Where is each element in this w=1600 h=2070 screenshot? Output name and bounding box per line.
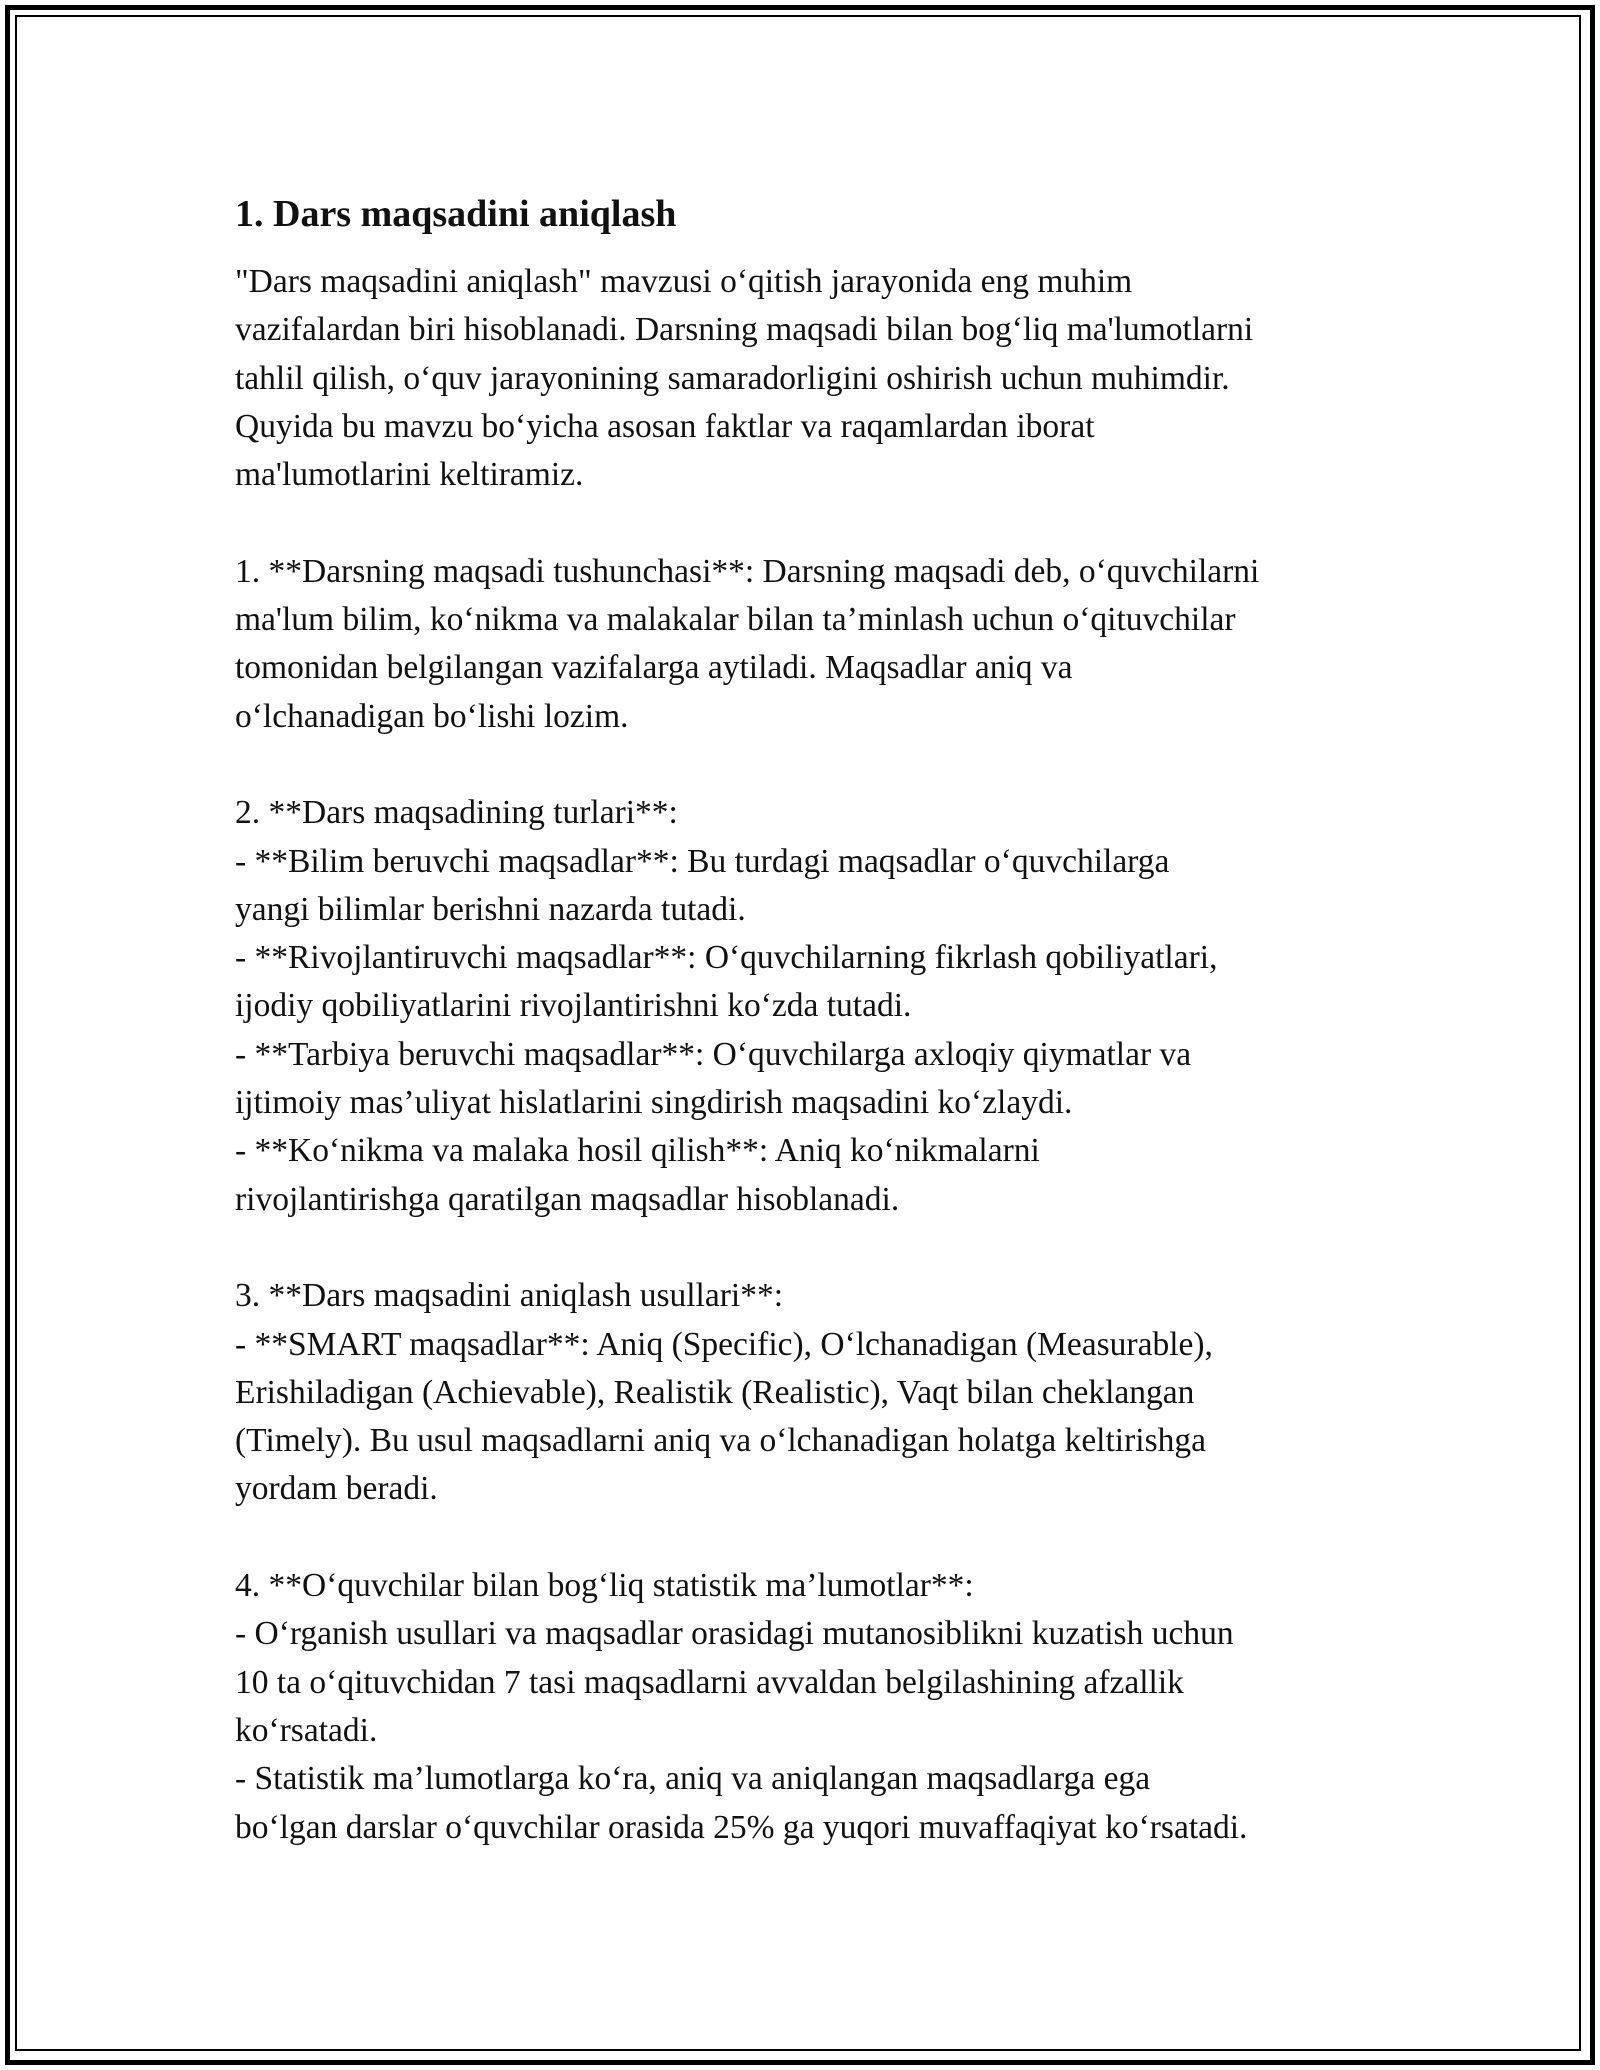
document-content [235,186,1415,1852]
document-body: "Dars maqsadini aniqlash" mavzusi o‘qitish jarayonida eng muhim vazifalardan biri hisoblanadi. Darsning maqsadi bilan bog‘liq ma'lumotlarni tahlil qilish, o‘quv jarayonining samaradorligini oshirish uchun muhimdir. Quyida bu mavzu bo‘yicha asosan faktlar va raqamlardan iborat ma'lumotlarini keltiramiz. 1. **Darsning maqsadi tushunchasi**: Darsning maqsadi deb, o‘quvchilarni ma'lum bilim, ko‘nikma va malakalar bilan ta’minlash uchun o‘qituvchilar tomonidan belgilangan vazifalarga aytiladi. Maqsadlar aniq va o‘lchanadigan bo‘lishi lozim. 2. **Dars maqsadining turlari**: - **Bilim beruvchi maqsadlar**: Bu turdagi maqsadlar o‘quvchilarga yangi bilimlar berishni nazarda tutadi. - **Rivojlantiruvchi maqsadlar**: O‘quvchilarning fikrlash qobiliyatlari, ijodiy qobiliyatlarini rivojlantirishni ko‘zda tutadi. - **Tarbiya beruvchi maqsadlar**: O‘quvchilarga axloqiy qiymatlar va ijtimoiy mas’uliyat hislatlarini singdirish maqsadini ko‘zlaydi. - **Ko‘nikma va malaka hosil qilish**: Aniq ko‘nikmalarni rivojlantirishga qaratilgan maqsadlar hisoblanadi. 3. **Dars maqsadini aniqlash usullari**: - **SMART maqsadlar**: Aniq (Specific), O‘lchanadigan (Measurable), Erishiladigan (Achievable), Realistik (Realistic), Vaqt bilan cheklangan (Timely). Bu usul maqsadlarni aniq va o‘lchanadigan holatga keltirishga yordam beradi. 4. **O‘quvchilar bilan bog‘liq statistik ma’lumotlar**: - O‘rganish usullari va maqsadlar orasidagi mutanosiblikni kuzatish uchun 10 ta o‘qituvchidan 7 tasi maqsadlarni avvaldan belgilashining afzallik ko‘rsatadi. - Statistik ma’lumotlarga ko‘ra, aniq va aniqlangan maqsadlarga ega bo‘lgan darslar o‘quvchilar orasida 25% ga yuqori muvaffaqiyat ko‘rsatadi. [235,263,1260,1846]
document-title: 1. Dars maqsadini aniqlash [235,193,677,235]
